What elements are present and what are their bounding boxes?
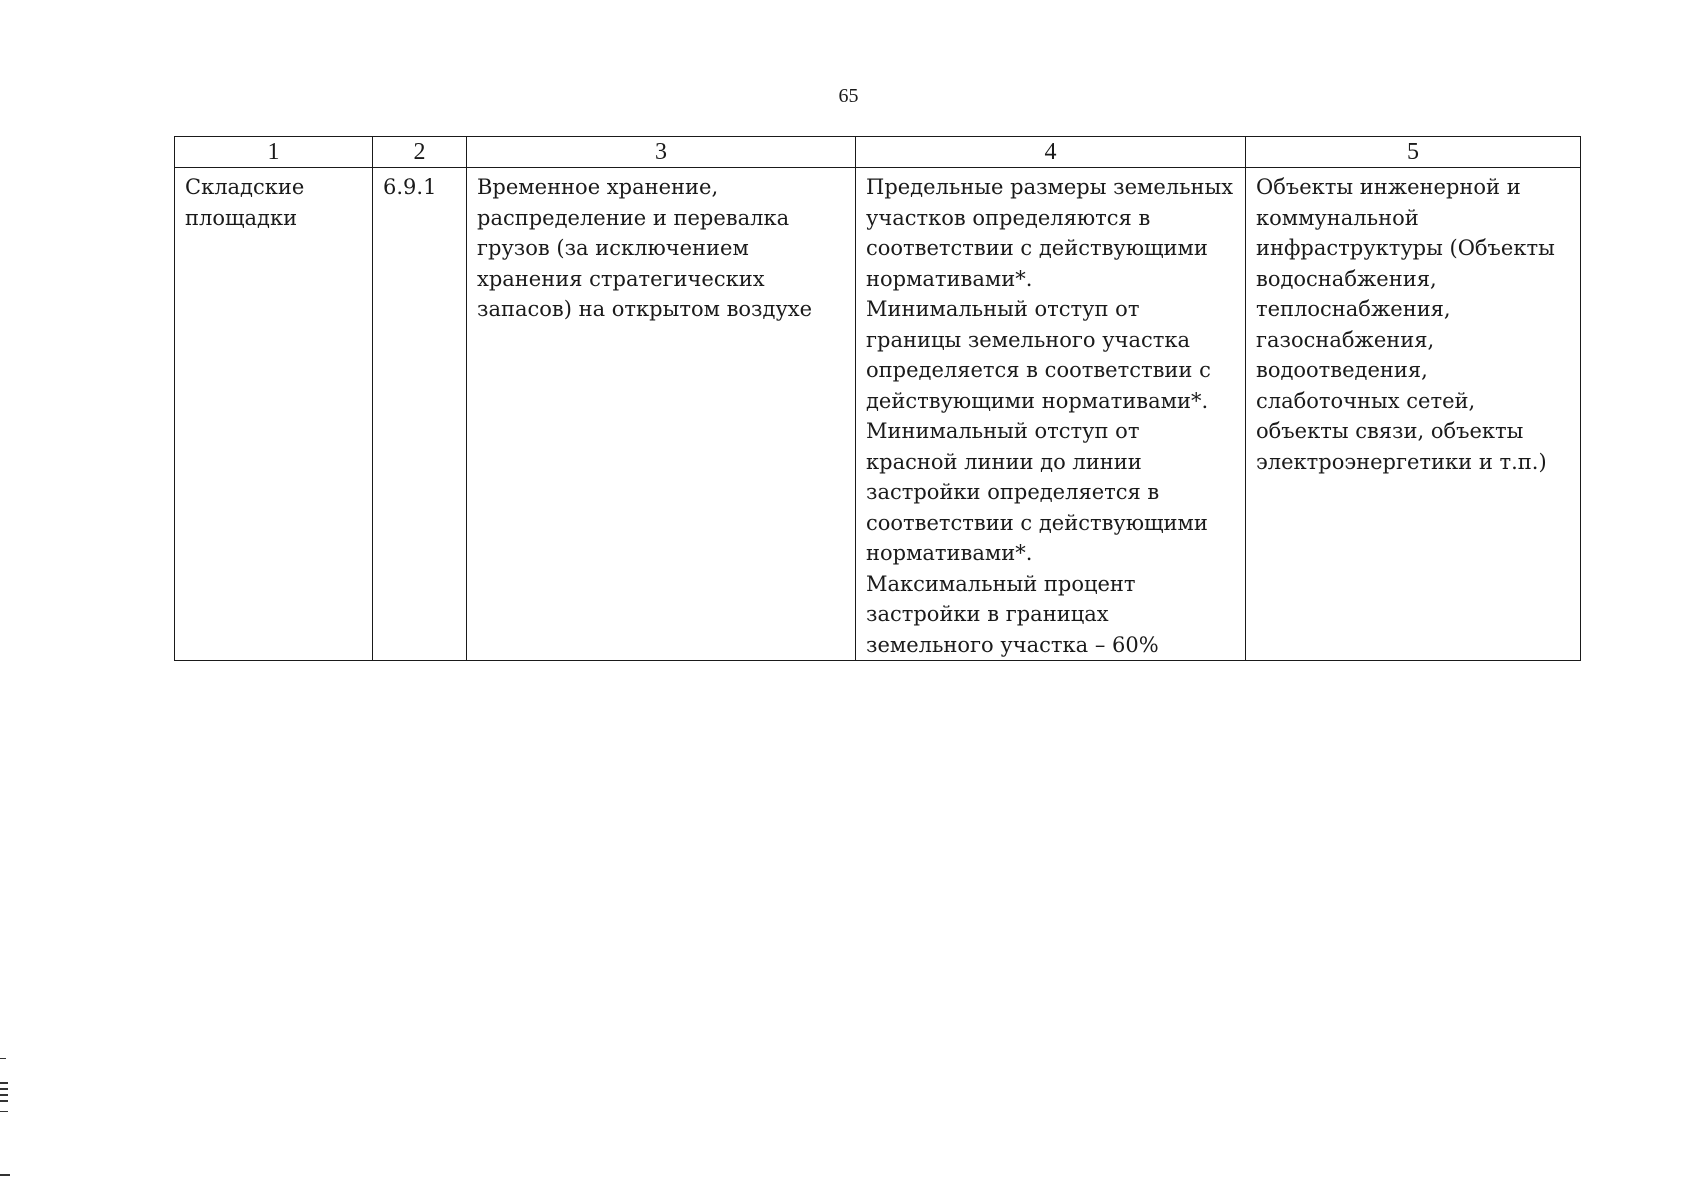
text-line: действующими нормативами*. <box>866 388 1209 413</box>
text-line: площадки <box>185 205 298 230</box>
text-line: соответствии с действующими <box>866 236 1208 260</box>
cell-parameters <box>856 168 1246 661</box>
text-line: земельного участка – 60% <box>866 632 1159 657</box>
text-line: слаботочных сетей, <box>1256 388 1476 413</box>
text-line: нормативами*. <box>866 541 1033 565</box>
header-col-4: 4 <box>856 137 1246 168</box>
header-col-2: 2 <box>373 137 467 168</box>
text-line: электроэнергетики и т.п.) <box>1256 449 1547 474</box>
text-line: хранения стратегических <box>477 266 765 291</box>
scan-mark <box>0 1082 8 1084</box>
page-number: 65 <box>838 85 859 107</box>
text-line: распределение и перевалка <box>477 205 790 230</box>
text-line: грузов (за исключением <box>477 236 749 260</box>
scan-mark <box>0 1174 10 1176</box>
text-line: объекты связи, объекты <box>1256 419 1524 443</box>
cell-auxiliary-uses <box>1246 168 1581 661</box>
scan-mark <box>0 1094 8 1096</box>
cell-land-use-name <box>175 168 373 661</box>
scan-mark <box>0 1111 8 1112</box>
text-line: определяется в соответствии с <box>866 358 1211 382</box>
cell-code <box>373 168 467 661</box>
zoning-table <box>174 136 1581 661</box>
text-line: запасов) на открытом воздухе <box>477 297 813 321</box>
table-row <box>175 168 1581 661</box>
scan-mark <box>0 1058 6 1059</box>
text-line: Минимальный отступ от <box>866 297 1140 321</box>
text-line: застройки в границах <box>866 602 1109 626</box>
text-line: Складские <box>185 175 305 199</box>
scan-mark <box>0 1088 8 1090</box>
text-line: застройки определяется в <box>866 480 1160 504</box>
text-line: красной линии до линии <box>866 449 1142 474</box>
text-line: коммунальной <box>1256 205 1419 230</box>
text-line: Предельные размеры земельных <box>866 175 1234 199</box>
text-line: газоснабжения, <box>1256 327 1435 352</box>
text-line: участков определяются в <box>866 205 1151 230</box>
text-line: инфраструктуры (Объекты <box>1256 236 1555 260</box>
table-header-row <box>175 137 1581 168</box>
text-line: границы земельного участка <box>866 327 1191 352</box>
text-line: водоотведения, <box>1256 358 1428 382</box>
text-line: Объекты инженерной и <box>1256 175 1521 199</box>
text-line: Временное хранение, <box>477 175 719 199</box>
text-line: водоснабжения, <box>1256 266 1437 291</box>
text-line: соответствии с действующими <box>866 510 1208 535</box>
text-line: теплоснабжения, <box>1256 297 1451 321</box>
text-line: 6.9.1 <box>383 175 437 199</box>
scan-mark <box>0 1100 8 1102</box>
header-col-1: 1 <box>175 137 373 168</box>
header-col-5: 5 <box>1246 137 1581 168</box>
text-line: Минимальный отступ от <box>866 419 1140 443</box>
header-col-3: 3 <box>467 137 856 168</box>
cell-description <box>467 168 856 661</box>
text-line: нормативами*. <box>866 266 1033 291</box>
text-line: Максимальный процент <box>866 571 1136 596</box>
